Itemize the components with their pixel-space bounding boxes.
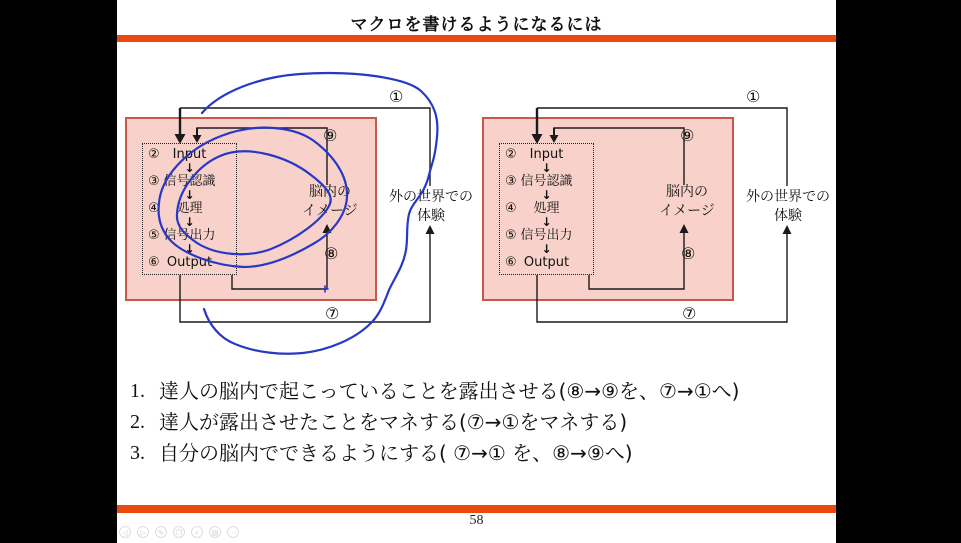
captions-icon: ▤ [211, 529, 219, 537]
step-text: 達人の脳内で起こっていることを露出させる(⑧→⑨を、⑦→①へ) [159, 379, 740, 403]
step-number: ③ [148, 174, 160, 189]
steps-list [130, 376, 830, 469]
step-label: 信号認識 [520, 174, 573, 189]
step-label: 処理 [533, 201, 560, 216]
step-label: 処理 [176, 201, 203, 216]
down-arrow-icon: ↓ [541, 215, 552, 229]
diagram-step-signal-output [502, 229, 591, 243]
marker-7: ⑦ [325, 304, 340, 323]
pen-tool-button[interactable] [155, 526, 167, 538]
magnifier-icon: ⌕ [195, 529, 199, 537]
processing-steps-box [142, 143, 237, 275]
step-label: Input [172, 147, 207, 162]
marker-9: ⑨ [323, 126, 338, 145]
footer-divider-bar [117, 505, 836, 513]
step-number: ④ [505, 201, 517, 216]
see-all-slides-button[interactable] [173, 526, 185, 538]
step-label: Output [523, 255, 570, 270]
step-label: 信号出力 [520, 228, 573, 243]
step-label: Output [166, 255, 213, 270]
right-diagram [474, 0, 836, 380]
presentation-slide [117, 0, 836, 543]
down-arrow-icon: ↓ [184, 188, 195, 202]
ellipsis-icon: ⋯ [229, 529, 237, 537]
next-icon: ▷ [140, 529, 146, 537]
step-ordinal: 2. [130, 411, 145, 433]
diagram-step-recognition [145, 175, 234, 189]
step-number: ③ [505, 174, 517, 189]
down-arrow-icon: ↓ [184, 215, 195, 229]
marker-8: ⑧ [324, 244, 339, 263]
marker-8: ⑧ [681, 244, 696, 263]
page-number: 58 [469, 513, 484, 528]
step-label: Input [529, 147, 564, 162]
zoom-tool-button[interactable] [191, 526, 203, 538]
left-diagram [117, 0, 479, 380]
down-arrow-icon: ↓ [541, 188, 552, 202]
brain-image-label: 脳内の イメージ [659, 184, 715, 219]
step-number: ② [148, 147, 160, 162]
step-number: ⑥ [505, 255, 517, 270]
step-item-2 [130, 407, 830, 438]
diagram-step-processing [502, 202, 591, 216]
step-ordinal: 3. [130, 442, 145, 464]
processing-steps-box [499, 143, 594, 275]
diagram-step-recognition [502, 175, 591, 189]
down-arrow-icon: ↓ [184, 242, 195, 256]
slide-title: マクロを書けるようになるには [350, 15, 603, 35]
brain-image-label: 脳内の イメージ [302, 184, 358, 219]
diagram-step-input [502, 148, 591, 162]
step-item-3 [130, 438, 830, 469]
marker-1: ① [389, 87, 404, 106]
down-arrow-icon: ↓ [541, 242, 552, 256]
diagram-step-signal-output [145, 229, 234, 243]
marker-9: ⑨ [680, 126, 695, 145]
outer-world-label: 外の世界での 体験 [746, 189, 830, 224]
previous-slide-button[interactable] [119, 526, 131, 538]
step-text: 自分の脳内でできるようにする( ⑦→① を、⑧→⑨へ) [159, 441, 633, 465]
captions-button[interactable] [209, 526, 221, 538]
diagram-step-output [502, 256, 591, 270]
step-number: ⑥ [148, 255, 160, 270]
step-ordinal: 1. [130, 380, 145, 402]
diagram-step-input [145, 148, 234, 162]
step-label: 信号出力 [163, 228, 216, 243]
next-slide-button[interactable] [137, 526, 149, 538]
pen-icon: ✎ [158, 529, 164, 537]
step-text: 達人が露出させたことをマネする(⑦→①をマネする) [159, 410, 628, 434]
step-label: 信号認識 [163, 174, 216, 189]
presenter-toolbar [119, 526, 239, 538]
step-number: ⑤ [148, 228, 160, 243]
diagram-step-processing [145, 202, 234, 216]
down-arrow-icon: ↓ [541, 161, 552, 175]
step-number: ⑤ [505, 228, 517, 243]
marker-7: ⑦ [682, 304, 697, 323]
step-number: ② [505, 147, 517, 162]
previous-icon: ◁ [122, 529, 128, 537]
down-arrow-icon: ↓ [184, 161, 195, 175]
more-options-button[interactable] [227, 526, 239, 538]
outer-world-label: 外の世界での 体験 [389, 189, 473, 224]
slides-icon: ❐ [175, 529, 183, 537]
marker-1: ① [746, 87, 761, 106]
diagram-step-output [145, 256, 234, 270]
step-number: ④ [148, 201, 160, 216]
step-item-1 [130, 376, 830, 407]
